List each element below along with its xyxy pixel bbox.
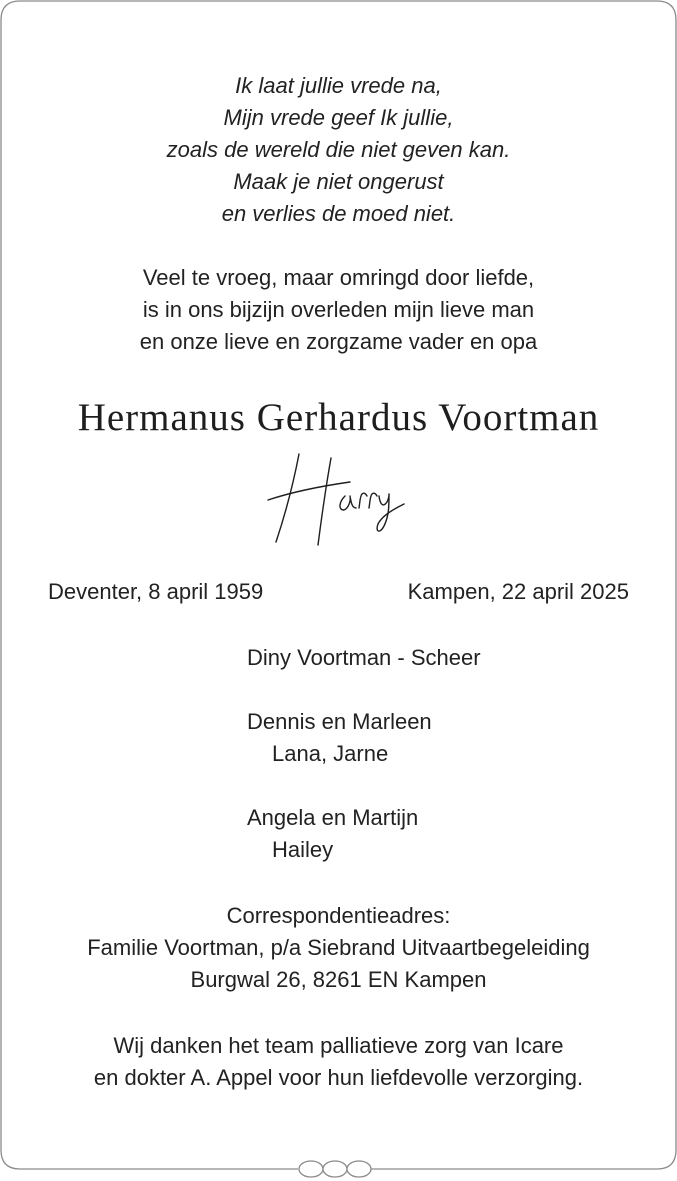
child-2-names: Angela en Martijn: [247, 805, 419, 830]
thanks-line-2: en dokter A. Appel voor hun liefdevolle verzorging.: [93, 1065, 584, 1090]
deceased-name: Hermanus Gerhardus Voortman: [77, 396, 600, 439]
correspondence-line-2: Burgwal 26, 8261 EN Kampen: [190, 967, 487, 992]
correspondence-label: Correspondentieadres:: [226, 903, 451, 928]
spouse-name: Diny Voortman - Scheer: [247, 645, 481, 670]
signature-harry: [262, 450, 422, 550]
poem-line-5: en verlies de moed niet.: [221, 201, 456, 226]
death-date-place: Kampen, 22 april 2025: [407, 579, 629, 604]
correspondence-line-1: Familie Voortman, p/a Siebrand Uitvaartbegeleiding: [87, 935, 590, 960]
intro-line-1: Veel te vroeg, maar omringd door liefde,: [142, 265, 535, 290]
intro-line-2: is in ons bijzijn overleden mijn lieve man: [142, 297, 535, 322]
poem-line-1: Ik laat jullie vrede na,: [235, 73, 442, 98]
child-1-names: Dennis en Marleen: [247, 709, 432, 734]
infinity-ornament: [299, 1161, 371, 1177]
poem-line-2: Mijn vrede geef Ik jullie,: [223, 105, 454, 130]
poem-line-4: Maak je niet ongerust: [233, 169, 444, 194]
poem-line-3: zoals de wereld die niet geven kan.: [166, 137, 511, 162]
grandchildren-1-names: Lana, Jarne: [272, 741, 389, 766]
grandchildren-2-names: Hailey: [272, 837, 334, 862]
thanks-line-1: Wij danken het team palliatieve zorg van Icare: [113, 1033, 564, 1058]
intro-line-3: en onze lieve en zorgzame vader en opa: [139, 329, 538, 354]
birth-date-place: Deventer, 8 april 1959: [48, 579, 264, 604]
